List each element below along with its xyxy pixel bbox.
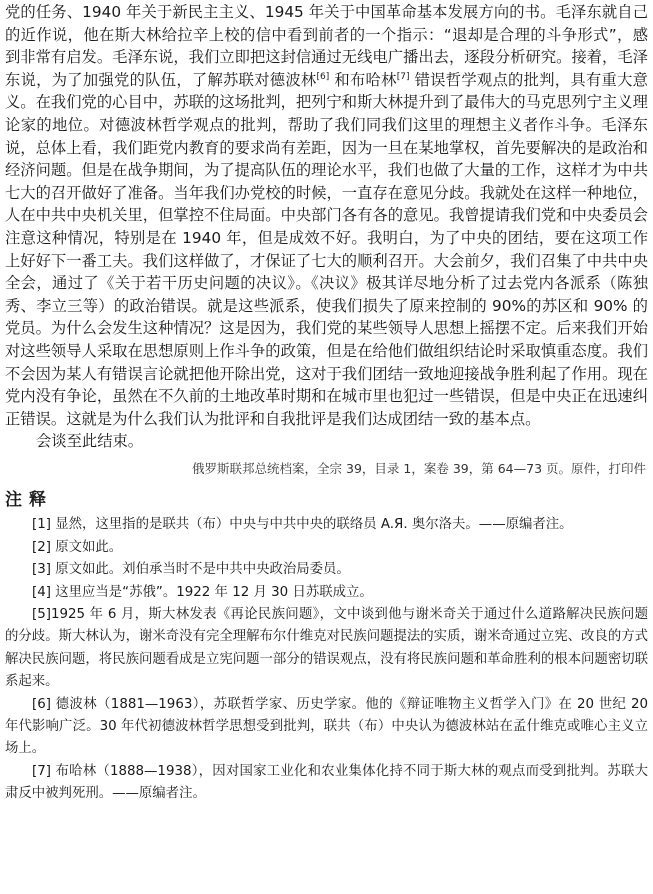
note-item: [5]1925 年 6 月，斯大林发表《再论民族问题》，文中谈到他与谢米奇关于通过什么道路解决民族问题的分歧。斯大林认为，谢米奇没有完全理解布尔什维克对民族问题提法的实质，谢米奇通过立宪、改良的方式解决民族问题，将民族问题看成是立宪问题一部分的错误观点，没有将民族问题和革命胜利的根本问题密切联系起来。 bbox=[5, 606, 648, 690]
note-item: [4] 这里应当是“苏俄”。1922 年 12 月 30 日苏联成立。 bbox=[32, 584, 373, 600]
notes-list bbox=[5, 514, 648, 805]
notes-heading: 注释 bbox=[5, 490, 53, 511]
note-item: [1] 显然，这里指的是联共（布）中央与中共中央的联络员 A.Я. 奥尔洛夫。——原编者注。 bbox=[32, 517, 573, 533]
archive-source-citation: 俄罗斯联邦总统档案，全宗 39，目录 1，案卷 39，第 64—73 页。原件，打印件 bbox=[192, 461, 646, 477]
note-item: [7] 布哈林（1888—1938），因对国家工业化和农业集体化持不同于斯大林的观点而受到批判。苏联大肃反中被判死刑。——原编者注。 bbox=[5, 763, 648, 802]
note-item: [6] 德波林（1881—1963），苏联哲学家、历史学家。他的《辩证唯物主义哲学入门》在 20 世纪 20 年代影响广泛。30 年代初德波林哲学思想受到批判，联共（布）中央认为德波林站在孟什维克或唯心主义立场上。 bbox=[5, 696, 648, 757]
note-item: [2] 原文如此。 bbox=[32, 539, 123, 555]
document-page bbox=[5, 0, 648, 806]
closing-line: 会谈至此结束。 bbox=[36, 432, 144, 451]
main-body-text: 党的任务、1940 年关于新民主主义、1945 年关于中国革命基本发展方向的书。毛泽东就自己的近作说，他在斯大林给拉辛上校的信中看到前者的一个指示：“退却是合理的斗争形式”，感到非常有启发。毛泽东说，我们立即把这封信通过无线电广播出去，逐段分析研究。接着，毛泽东说，为了加强党的队伍，了解苏联对德波林[6] 和布哈林[7] 错误哲学观点的批判，具有重大意义。在我们党的心目中，苏联的这场批判，把列宁和斯大林提升到了最伟大的马克思列宁主义理论家的地位。对德波林哲学观点的批判，帮助了我们同我们这里的理想主义者作斗争。毛泽东说，总体上看，我们距党内教育的要求尚有差距，因为一旦在某地掌权，首先要解决的是政治和经济问题。但是在战争期间，为了提高队伍的理论水平，我们也做了大量的工作，这样才为中共七大的召开做好了准备。当年我们办党校的时候，一直存在意见分歧。我就处在这样一种地位，人在中共中央机关里，但掌控不住局面。中央部门各有各的意见。我曾提请我们党和中央委员会注意这种情况，特别是在 1940 年，但是成效不好。我明白，为了中央的团结，要在这项工作上好好下一番工夫。我们这样做了，才保证了七大的顺利召开。大会前夕，我们召集了中共中央全会，通过了《关于若干历史问题的决议》。《决议》极其详尽地分析了过去党内各派系（陈独秀、李立三等）的政治错误。就是这些派系，使我们损失了原来控制的 90%的苏区和 90% 的党员。为什么会发生这种情况？这是因为，我们党的某些领导人思想上摇摆不定。后来我们开始对这些领导人采取在思想原则上作斗争的政策，但是在给他们做组织结论时采取慎重态度。我们不会因为某人有错误言论就把他开除出党，这对于我们团结一致地迎接战争胜利起了作用。现在党内没有争论，虽然在不久前的土地改革时期和在城市里也犯过一些错误，但是中央正在迅速纠正错误。这就是为什么我们认为批评和自我批评是我们达成团结一致的基本点。 bbox=[5, 3, 648, 428]
footnote-ref-7[interactable]: [7] bbox=[396, 71, 410, 82]
footnote-ref-6[interactable]: [6] bbox=[316, 71, 330, 82]
note-item: [3] 原文如此。刘伯承当时不是中共中央政治局委员。 bbox=[32, 562, 350, 578]
